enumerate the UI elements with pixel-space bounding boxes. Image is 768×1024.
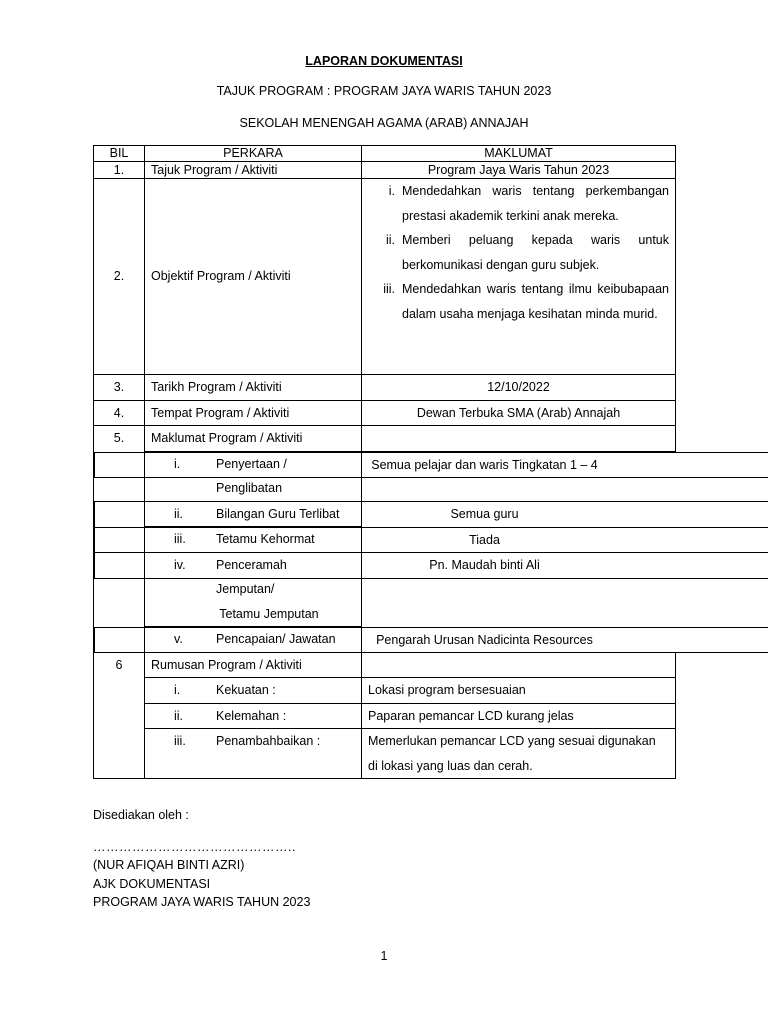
row-info xyxy=(362,652,676,678)
sub-value-line: Memerlukan pemancar LCD yang sesuai digunakan xyxy=(368,734,656,748)
sub-number: i. xyxy=(174,683,181,697)
table-row xyxy=(94,501,676,527)
sub-label: Kekuatan : xyxy=(216,683,276,697)
table-row xyxy=(94,400,676,426)
sub-value: Semua guru xyxy=(94,501,768,528)
sub-number: iv. xyxy=(174,557,186,572)
row-info xyxy=(362,426,676,452)
objective-text: Memberi peluang kepada waris untuk berkomunikasi dengan guru subjek. xyxy=(402,233,669,272)
sub-label: Pencapaian/ Jawatan xyxy=(216,632,336,646)
sub-value: Pn. Maudah binti Ali xyxy=(94,552,768,579)
row-item: Objektif Program / Aktiviti xyxy=(145,179,362,375)
list-item xyxy=(368,277,669,326)
sub-number: ii. xyxy=(174,708,184,723)
list-item xyxy=(368,228,669,277)
objective-text: Mendedahkan waris tentang perkembangan prestasi akademik terkini anak mereka. xyxy=(402,184,669,223)
sub-label: Jemputan/ xyxy=(216,582,275,596)
preparer-name: (NUR AFIQAH BINTI AZRI) xyxy=(93,858,245,872)
sub-label: Penglibatan xyxy=(216,481,283,495)
table-row xyxy=(94,703,676,729)
row-number: 6 xyxy=(94,652,145,779)
sub-item xyxy=(145,703,362,729)
sub-label: Tetamu Kehormat xyxy=(216,532,315,546)
school-name: SEKOLAH MENENGAH AGAMA (ARAB) ANNAJAH xyxy=(239,116,529,130)
objective-text: Mendedahkan waris tentang ilmu keibubapaan dalam usaha menjaga kesihatan minda murid. xyxy=(402,282,669,321)
row-number: 4. xyxy=(94,400,145,426)
preparer-role: AJK DOKUMENTASI xyxy=(93,877,211,891)
table-row xyxy=(94,375,676,401)
row-number: 1. xyxy=(94,162,145,179)
sub-value: Tiada xyxy=(94,527,768,554)
sub-number: iii. xyxy=(174,532,186,546)
sub-number: ii. xyxy=(174,506,184,521)
row-info: Dewan Terbuka SMA (Arab) Annajah xyxy=(362,400,676,426)
row-item: Maklumat Program / Aktiviti xyxy=(145,426,362,452)
table-row xyxy=(94,527,676,553)
page-number: 1 xyxy=(380,949,388,963)
sub-number: i. xyxy=(174,456,181,471)
table-row xyxy=(94,729,676,779)
sub-label: Penambahbaikan : xyxy=(216,734,321,748)
sub-value: Lokasi program bersesuaian xyxy=(362,678,676,704)
table-row xyxy=(94,162,676,179)
row-info: Program Jaya Waris Tahun 2023 xyxy=(362,162,676,179)
signature-line: ……………………………………….. xyxy=(93,840,296,854)
objective-number: i. xyxy=(388,184,395,198)
row-item: Tarikh Program / Aktiviti xyxy=(145,375,362,401)
sub-item xyxy=(145,729,362,779)
row-number: 3. xyxy=(94,375,145,401)
objective-number: ii. xyxy=(385,233,395,247)
table-row xyxy=(94,451,676,501)
sub-value xyxy=(362,729,676,779)
table-row xyxy=(94,426,676,452)
sub-number: iii. xyxy=(174,734,186,748)
row-info xyxy=(362,179,676,375)
document-title: LAPORAN DOKUMENTASI xyxy=(305,54,463,68)
sub-label: Bilangan Guru Terlibat xyxy=(216,506,340,521)
sub-label: Penyertaan / xyxy=(216,456,287,471)
header-maklumat: MAKLUMAT xyxy=(362,146,676,162)
sub-label: Penceramah xyxy=(216,557,287,572)
objectives-list xyxy=(368,179,669,326)
sub-value: Pengarah Urusan Nadicinta Resources xyxy=(94,627,768,654)
prepared-by-label: Disediakan oleh : xyxy=(93,808,189,822)
sub-number: v. xyxy=(174,632,183,646)
row-number: 5. xyxy=(94,426,145,653)
table-row xyxy=(94,678,676,704)
table-row xyxy=(94,552,676,627)
report-table xyxy=(93,145,676,779)
row-item: Tajuk Program / Aktiviti xyxy=(145,162,362,179)
sub-label: Tetamu Jemputan xyxy=(216,606,319,621)
sub-value-line: di lokasi yang luas dan cerah. xyxy=(368,758,533,773)
objective-number: iii. xyxy=(383,282,395,296)
row-info: 12/10/2022 xyxy=(362,375,676,401)
table-row xyxy=(94,652,676,678)
row-number: 2. xyxy=(94,179,145,375)
sub-value: Semua pelajar dan waris Tingkatan 1 – 4 xyxy=(94,452,768,479)
preparer-program: PROGRAM JAYA WARIS TAHUN 2023 xyxy=(93,895,311,909)
header-perkara: PERKARA xyxy=(145,146,362,162)
sub-label: Kelemahan : xyxy=(216,708,287,723)
row-item: Rumusan Program / Aktiviti xyxy=(145,652,362,678)
table-header-row xyxy=(94,146,676,162)
row-item: Tempat Program / Aktiviti xyxy=(145,400,362,426)
table-row xyxy=(94,179,676,375)
sub-item xyxy=(145,678,362,704)
list-item xyxy=(368,179,669,228)
program-title: TAJUK PROGRAM : PROGRAM JAYA WARIS TAHUN 2023 xyxy=(216,84,552,98)
table-row xyxy=(94,627,676,653)
sub-value: Paparan pemancar LCD kurang jelas xyxy=(362,703,676,729)
header-bil: BIL xyxy=(94,146,145,162)
